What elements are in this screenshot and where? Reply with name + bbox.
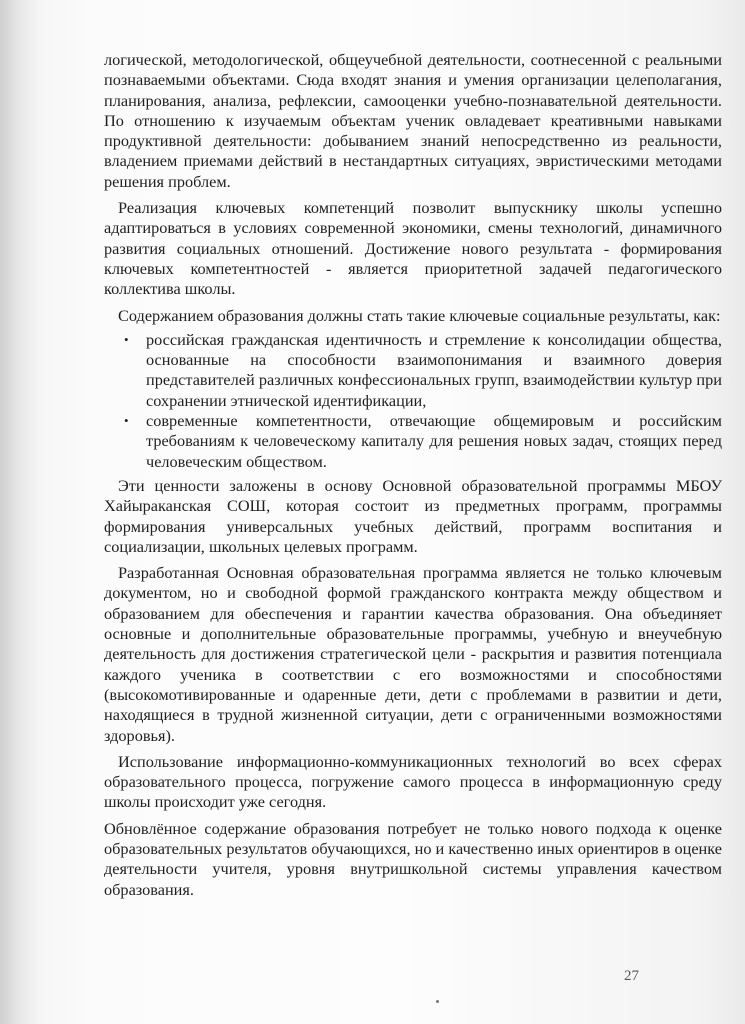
paragraph-program-basis: Эти ценности заложены в основу Основной образовательной программы МБОУ Хайыраканская СОШ, которая состоит из предметных программ, программы формирования универсальных учебных действий, программ воспитания и социализации, школьных целевых программ. <box>104 475 722 556</box>
paragraph-education-content: Содержанием образования должны стать такие ключевые социальные результаты, как: <box>118 305 721 325</box>
list-item <box>124 329 722 411</box>
paragraph-program-contract: Разработанная Основная образовательная программа является не только ключевым документом, но и свободной формой гражданского контракта между обществом и образованием для обеспечения и гарантии качества образования. Она объединяет основные и дополнительные образовательные программы, учебную и внеучебную деятельность для достижения стратегической цели - раскрытия и развития потенциала каждого ученика в соответствии с его возможностями и способностями (высокомотивированные и одаренные дети, дети с проблемами в развитии и дети, находящиеся в трудной жизненной ситуации, дети с ограниченными возможностями здоровья). <box>104 563 722 745</box>
bullet-icon: • <box>124 413 129 429</box>
list-item <box>124 411 722 472</box>
social-results-list <box>104 330 722 472</box>
bullet-icon: • <box>124 331 129 347</box>
page-number: 27 <box>624 968 639 984</box>
paragraph-key-competencies: Реализация ключевых компетенций позволит выпускнику школы успешно адаптироваться в условиях современной экономики, смены технологий, динамичного развития социальных отношений. Достижение нового результата - формирования ключевых компетентностей - является приоритетной задачей педагогического коллектива школы. <box>104 198 722 299</box>
list-item-text: российская гражданская идентичность и стремление к консолидации общества, основанные на способности взаимопонимания и взаимного доверия представителей различных конфессиональных групп, взаимодействии культур при сохранении этнической идентификации, <box>146 329 722 410</box>
scan-speck <box>436 1000 439 1003</box>
paragraph-updated-content: Обновлённое содержание образования потребует не только нового подхода к оценке образовательных результатов обучающихся, но и качественно иных ориентиров в оценке деятельности учителя, уровня внутришкольной системы управления качеством образования. <box>104 818 722 899</box>
document-body <box>104 50 722 900</box>
paragraph-competencies-end: логической, методологической, общеучебной деятельности, соотнесенной с реальными познаваемыми объектами. Сюда входят знания и умения организации целеполагания, планирования, анализа, рефлексии, самооценки учебно-познавательной деятельности. По отношению к изучаемым объектам ученик овладевает креативными навыками продуктивной деятельности: добыванием знаний непосредственно из реальности, владением приемами действий в нестандартных ситуациях, эвристическими методами решения проблем. <box>104 50 722 191</box>
list-item-text: современные компетентности, отвечающие общемировым и российским требованиям к человеческому капиталу для решения новых задач, стоящих перед человеческим обществом. <box>146 411 722 471</box>
paragraph-ict-usage: Использование информационно-коммуникационных технологий во всех сферах образовательного процесса, погружение самого процесса в информационную среду школы происходит уже сегодня. <box>104 751 722 812</box>
